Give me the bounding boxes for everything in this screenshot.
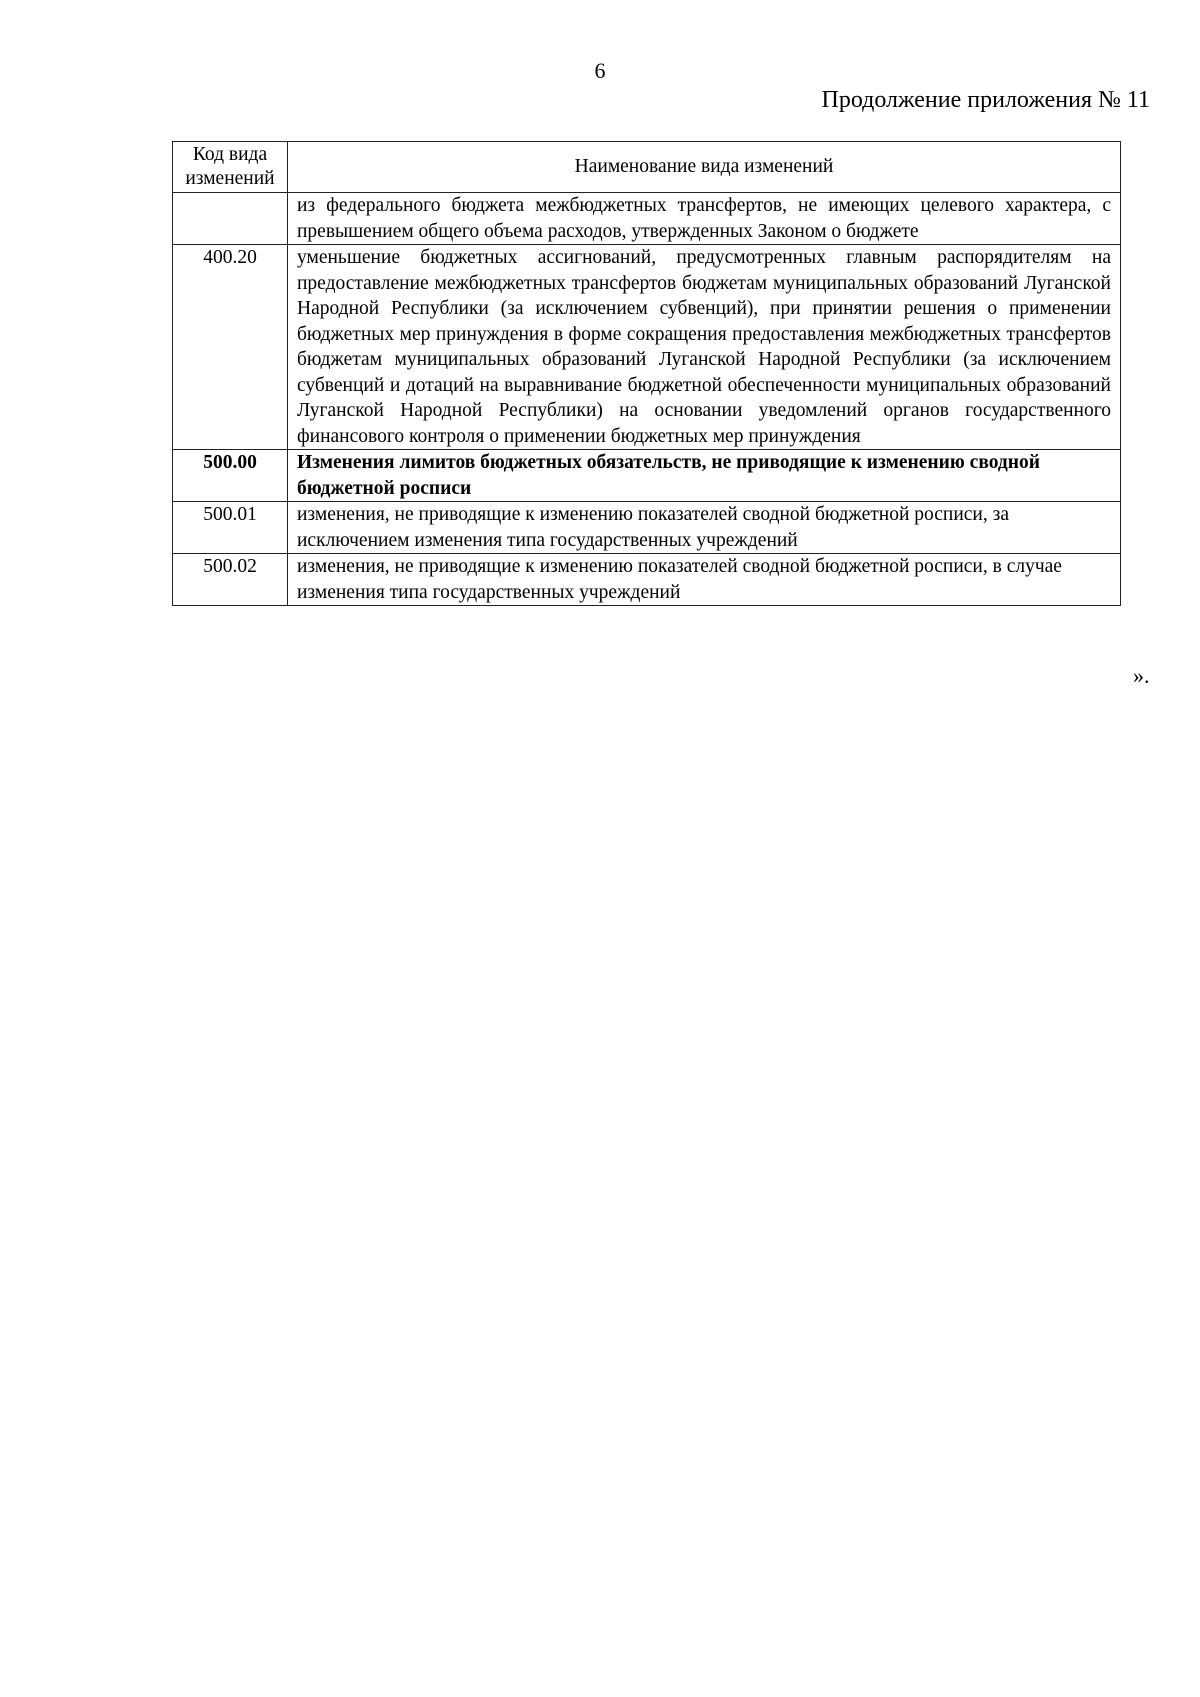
row-text: из федерального бюджета межбюджетных трансфертов, не имеющих целевого характера, с превышением общего объема расходов, утвержденных Законом о бюджете: [288, 193, 1121, 245]
row-code: 500.00: [173, 450, 288, 502]
closing-quote: ».: [1133, 663, 1150, 688]
header-code: Код вида изменений: [173, 142, 288, 193]
row-text: Изменения лимитов бюджетных обязательств, не приводящие к изменению сводной бюджетной росписи: [288, 450, 1121, 502]
table-row-section: [173, 450, 1121, 502]
continuation-heading: Продолжение приложения № 11: [821, 87, 1150, 113]
table-row: [173, 245, 1121, 450]
header-name: Наименование вида изменений: [288, 142, 1121, 193]
changes-table: [172, 141, 1121, 606]
table-header-row: [173, 142, 1121, 193]
row-code: 500.01: [173, 502, 288, 554]
row-text: изменения, не приводящие к изменению показателей сводной бюджетной росписи, в случае изменения типа государственных учреждений: [288, 554, 1121, 606]
row-code: [173, 193, 288, 245]
table-row: [173, 554, 1121, 606]
table-row: [173, 502, 1121, 554]
table-row: [173, 193, 1121, 245]
page-number: 6: [594, 58, 606, 83]
row-text: уменьшение бюджетных ассигнований, предусмотренных главным распорядителям на предоставление межбюджетных трансфертов бюджетам муниципальных образований Луганской Народной Республики (за исключением субвенций), при принятии решения о применении бюджетных мер принуждения в форме сокращения предоставления межбюджетных трансфертов бюджетам муниципальных образований Луганской Народной Республики (за исключением субвенций и дотаций на выравнивание бюджетной обеспеченности муниципальных образований Луганской Народной Республики) на основании уведомлений органов государственного финансового контроля о применении бюджетных мер принуждения: [288, 245, 1121, 450]
row-code: 400.20: [173, 245, 288, 450]
row-text: изменения, не приводящие к изменению показателей сводной бюджетной росписи, за исключением изменения типа государственных учреждений: [288, 502, 1121, 554]
row-code: 500.02: [173, 554, 288, 606]
